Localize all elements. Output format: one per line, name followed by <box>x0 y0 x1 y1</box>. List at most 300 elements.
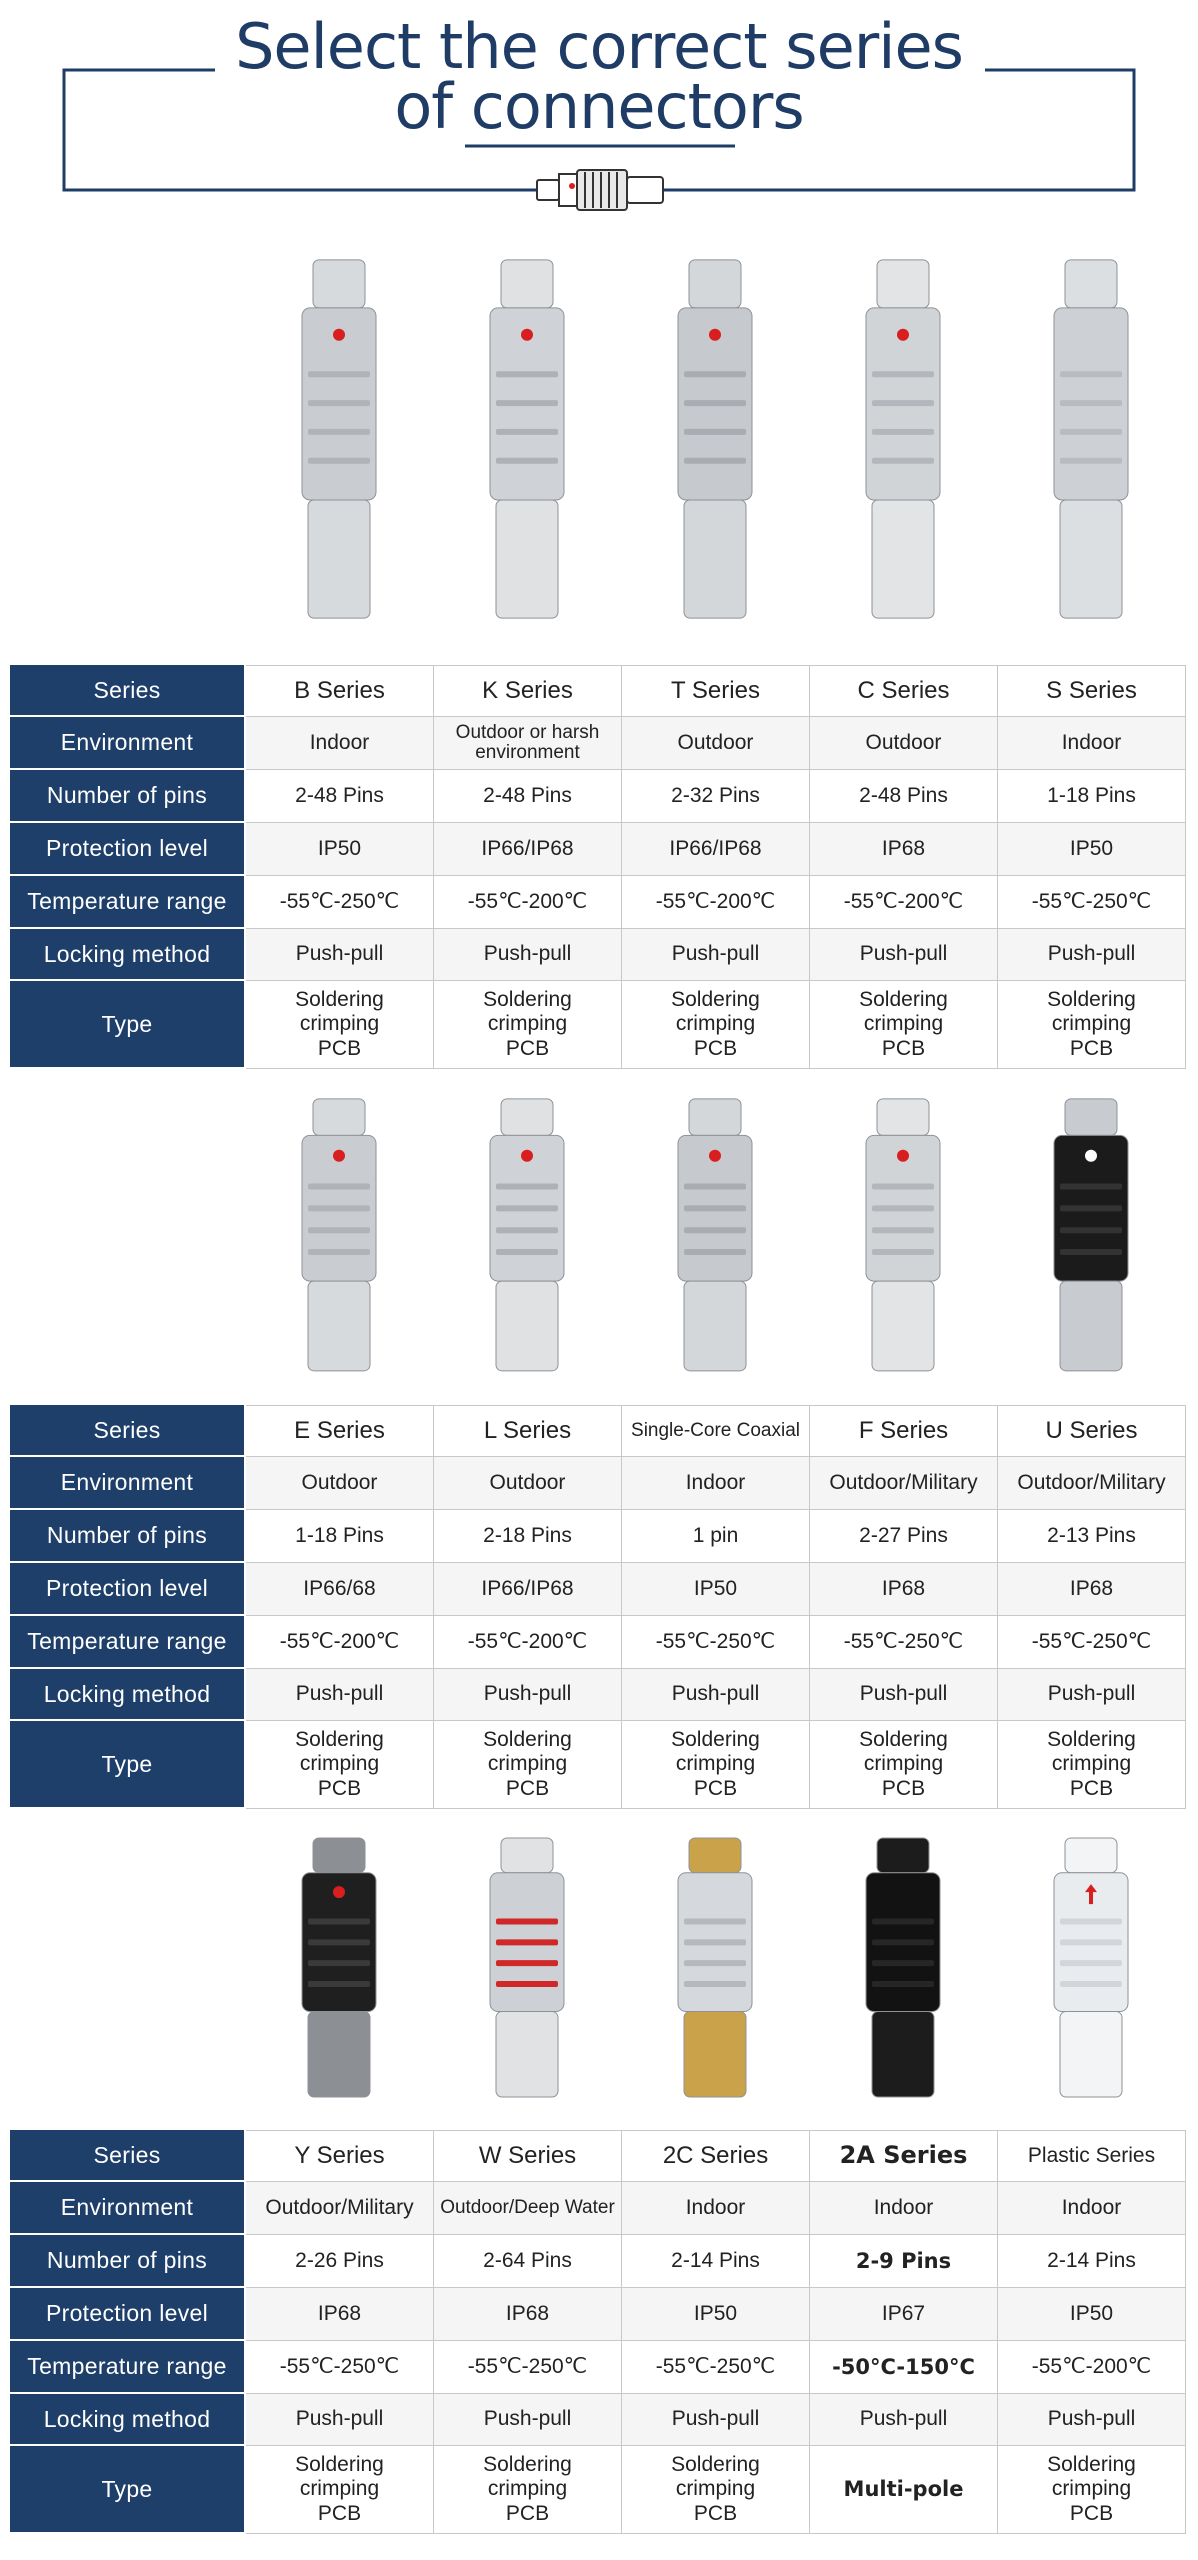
cell-series: U Series <box>998 1405 1186 1457</box>
alignment-dot <box>333 1150 345 1162</box>
grip-band <box>308 1227 370 1233</box>
type-line: PCB <box>881 1776 926 1800</box>
cell-type <box>434 2446 622 2534</box>
grip-band <box>684 1919 746 1925</box>
grip-band <box>872 458 934 464</box>
type-line: crimping <box>487 2477 568 2501</box>
cell-type <box>810 981 998 1069</box>
cell-environment: Outdoor <box>246 1457 434 1510</box>
grip-band <box>1060 1227 1122 1233</box>
grip-band <box>308 458 370 464</box>
cell-type <box>246 2446 434 2534</box>
cell-locking: Push-pull <box>998 2394 1186 2446</box>
connector-head <box>313 260 365 308</box>
2a-series-connector-image <box>809 1820 997 2130</box>
f-series-connector-image <box>809 1080 997 1405</box>
grip-band <box>496 1227 558 1233</box>
type-line: crimping <box>299 1752 380 1776</box>
cell-pins: 2-48 Pins <box>810 770 998 823</box>
grip-band <box>308 371 370 377</box>
grip-band <box>872 1919 934 1925</box>
type-line: crimping <box>487 1752 568 1776</box>
cell-type <box>998 981 1186 1069</box>
connector-tail <box>308 1281 370 1371</box>
grip-band <box>684 1227 746 1233</box>
alignment-dot <box>1085 1150 1097 1162</box>
connector-head <box>1065 260 1117 308</box>
row-label-environment: Environment <box>10 1457 246 1510</box>
cell-protection: IP67 <box>810 2288 998 2341</box>
cell-environment: Indoor <box>246 717 434 770</box>
connector-head <box>689 260 741 308</box>
grip-band <box>684 1249 746 1255</box>
cell-pins: 2-18 Pins <box>434 1510 622 1563</box>
cell-environment: Indoor <box>998 717 1186 770</box>
type-line: Soldering <box>671 1728 760 1752</box>
cell-locking: Push-pull <box>434 1669 622 1721</box>
cell-locking: Push-pull <box>434 2394 622 2446</box>
connector-head <box>501 1838 553 1873</box>
cell-temperature: -55℃-200℃ <box>810 876 998 929</box>
cell-locking: Push-pull <box>998 929 1186 981</box>
2c-series-connector-image <box>621 1820 809 2130</box>
t-series-connector-image <box>621 235 809 660</box>
row-label-series: Series <box>10 1405 246 1457</box>
grip-band <box>308 429 370 435</box>
grip-band <box>684 1183 746 1189</box>
row-label-series: Series <box>10 665 246 717</box>
grip-band <box>308 400 370 406</box>
cell-protection: IP68 <box>434 2288 622 2341</box>
cell-temperature: -55℃-200℃ <box>998 2341 1186 2394</box>
alignment-dot <box>333 1886 345 1898</box>
cell-series: Y Series <box>246 2130 434 2182</box>
cell-temperature: -55℃-250℃ <box>434 2341 622 2394</box>
type-line: PCB <box>317 1776 362 1800</box>
type-line: Soldering <box>859 1728 948 1752</box>
cell-series: S Series <box>998 665 1186 717</box>
e-series-connector-icon <box>279 1080 399 1395</box>
cell-environment: Outdoor <box>434 1457 622 1510</box>
connector-head <box>501 260 553 308</box>
cell-temperature: -55℃-250℃ <box>246 2341 434 2394</box>
grip-band <box>1060 400 1122 406</box>
connector-head <box>877 1838 929 1873</box>
grip-band <box>308 1919 370 1925</box>
grip-band <box>308 1183 370 1189</box>
cell-locking: Push-pull <box>622 1669 810 1721</box>
connector-tail <box>684 500 746 618</box>
cell-series: Plastic Series <box>998 2130 1186 2182</box>
type-line: crimping <box>487 1012 568 1036</box>
connector-tail <box>1060 1281 1122 1371</box>
title-banner <box>0 0 1198 230</box>
cell-temperature: -55℃-200℃ <box>246 1616 434 1669</box>
cell-environment: Outdoor <box>810 717 998 770</box>
grip-band <box>308 1249 370 1255</box>
cell-type <box>622 1721 810 1809</box>
cell-locking: Push-pull <box>434 929 622 981</box>
connector-photo-row <box>245 235 1185 660</box>
type-line: Soldering <box>1047 1728 1136 1752</box>
cell-locking: Push-pull <box>810 2394 998 2446</box>
type-line: PCB <box>1069 1036 1114 1060</box>
cell-temperature: -55℃-200℃ <box>622 876 810 929</box>
type-line: Soldering <box>483 2453 572 2477</box>
k-series-connector-image <box>433 235 621 660</box>
cell-locking: Push-pull <box>246 2394 434 2446</box>
connector-head <box>1065 1838 1117 1873</box>
grip-band <box>1060 1183 1122 1189</box>
s-series-connector-icon <box>1031 235 1151 650</box>
alignment-dot <box>709 329 721 341</box>
alignment-dot <box>333 329 345 341</box>
single-core-coaxial-connector-image <box>621 1080 809 1405</box>
connector-head <box>877 260 929 308</box>
connector-tail <box>308 2012 370 2097</box>
grip-band <box>496 1960 558 1966</box>
grip-band <box>684 400 746 406</box>
type-line: Soldering <box>1047 2453 1136 2477</box>
cell-series: L Series <box>434 1405 622 1457</box>
cell-type <box>622 2446 810 2534</box>
plastic-series-connector-image <box>997 1820 1185 2130</box>
grip-band <box>872 1183 934 1189</box>
c-series-connector-icon <box>843 235 963 650</box>
cell-series: 2C Series <box>622 2130 810 2182</box>
type-line: crimping <box>299 1012 380 1036</box>
cell-protection: IP68 <box>810 1563 998 1616</box>
2a-series-connector-icon <box>843 1820 963 2120</box>
type-line: PCB <box>317 1036 362 1060</box>
cell-environment: Outdoor/Deep Water <box>434 2182 622 2235</box>
row-label-locking: Locking method <box>10 1669 246 1721</box>
cell-series: E Series <box>246 1405 434 1457</box>
cell-pins: 1-18 Pins <box>246 1510 434 1563</box>
type-line: PCB <box>1069 1776 1114 1800</box>
grip-band <box>496 400 558 406</box>
grip-band <box>1060 1939 1122 1945</box>
cell-temperature: -55℃-250℃ <box>998 876 1186 929</box>
cell-protection: IP50 <box>622 1563 810 1616</box>
cell-locking: Push-pull <box>810 929 998 981</box>
type-line: Soldering <box>671 988 760 1012</box>
cell-protection: IP66/IP68 <box>622 823 810 876</box>
cell-environment: Indoor <box>998 2182 1186 2235</box>
cell-locking: Push-pull <box>622 929 810 981</box>
type-line: Soldering <box>483 988 572 1012</box>
type-line: crimping <box>1051 1012 1132 1036</box>
grip-band <box>1060 371 1122 377</box>
cell-environment: Outdoor <box>622 717 810 770</box>
type-line: crimping <box>863 1752 944 1776</box>
type-line: crimping <box>1051 1752 1132 1776</box>
row-label-temperature: Temperature range <box>10 1616 246 1669</box>
connector-head <box>313 1099 365 1135</box>
cell-pins: 2-48 Pins <box>434 770 622 823</box>
cell-temperature: -55℃-200℃ <box>434 876 622 929</box>
cell-series: W Series <box>434 2130 622 2182</box>
grip-band <box>872 1981 934 1987</box>
connector-tail <box>1060 500 1122 618</box>
cell-locking: Push-pull <box>810 1669 998 1721</box>
type-line: PCB <box>1069 2501 1114 2525</box>
cell-pins: 2-14 Pins <box>998 2235 1186 2288</box>
cell-environment: Outdoor/Military <box>998 1457 1186 1510</box>
cell-series: F Series <box>810 1405 998 1457</box>
connector-tail <box>1060 2012 1122 2097</box>
row-label-type: Type <box>10 2446 246 2534</box>
cell-protection: IP66/68 <box>246 1563 434 1616</box>
alignment-dot <box>709 1150 721 1162</box>
type-line: crimping <box>299 2477 380 2501</box>
cell-series: C Series <box>810 665 998 717</box>
grip-band <box>496 429 558 435</box>
cell-protection: IP50 <box>246 823 434 876</box>
grip-band <box>1060 1205 1122 1211</box>
grip-band <box>1060 1960 1122 1966</box>
cell-temperature: -50°C-150°C <box>810 2341 998 2394</box>
grip-band <box>684 458 746 464</box>
grip-band <box>684 371 746 377</box>
connector-icon <box>537 170 663 210</box>
cell-pins: 2-14 Pins <box>622 2235 810 2288</box>
grip-band <box>1060 429 1122 435</box>
alignment-dot <box>521 329 533 341</box>
e-series-connector-image <box>245 1080 433 1405</box>
w-series-connector-icon <box>467 1820 587 2120</box>
cell-pins: 2-32 Pins <box>622 770 810 823</box>
grip-band <box>684 429 746 435</box>
type-line: PCB <box>505 1776 550 1800</box>
type-line: PCB <box>693 1036 738 1060</box>
alignment-dot <box>897 1150 909 1162</box>
cell-locking: Push-pull <box>246 1669 434 1721</box>
page-title-line-2: of connectors <box>394 70 804 143</box>
row-label-environment: Environment <box>10 2182 246 2235</box>
grip-band <box>1060 458 1122 464</box>
type-line: crimping <box>675 1752 756 1776</box>
cell-pins: 2-64 Pins <box>434 2235 622 2288</box>
alignment-dot <box>521 1150 533 1162</box>
cell-temperature: -55℃-250℃ <box>622 2341 810 2394</box>
type-line: Soldering <box>671 2453 760 2477</box>
cell-pins: 1-18 Pins <box>998 770 1186 823</box>
cell-environment: Outdoor/Military <box>810 1457 998 1510</box>
row-label-protection: Protection level <box>10 1563 246 1616</box>
grip-band <box>872 1227 934 1233</box>
cell-type <box>998 2446 1186 2534</box>
type-line: crimping <box>863 1012 944 1036</box>
cell-type <box>998 1721 1186 1809</box>
grip-band <box>872 429 934 435</box>
type-line: Soldering <box>295 2453 384 2477</box>
connector-tail <box>872 500 934 618</box>
grip-band <box>872 1249 934 1255</box>
connector-tail <box>684 2012 746 2097</box>
row-label-pins: Number of pins <box>10 2235 246 2288</box>
cell-protection: IP50 <box>998 823 1186 876</box>
connector-head <box>877 1099 929 1135</box>
cell-series: T Series <box>622 665 810 717</box>
y-series-connector-icon <box>279 1820 399 2120</box>
type-line: PCB <box>505 2501 550 2525</box>
l-series-connector-icon <box>467 1080 587 1395</box>
cell-pins: 2-27 Pins <box>810 1510 998 1563</box>
cell-type <box>810 2446 998 2534</box>
row-label-locking: Locking method <box>10 929 246 981</box>
cell-pins: 2-13 Pins <box>998 1510 1186 1563</box>
type-line: Multi-pole <box>843 2477 964 2502</box>
row-label-temperature: Temperature range <box>10 2341 246 2394</box>
connector-tail <box>684 1281 746 1371</box>
row-label-pins: Number of pins <box>10 770 246 823</box>
cell-temperature: -55℃-250℃ <box>998 1616 1186 1669</box>
grip-band <box>496 1939 558 1945</box>
cell-environment: Indoor <box>810 2182 998 2235</box>
f-series-connector-icon <box>843 1080 963 1395</box>
t-series-connector-icon <box>655 235 775 650</box>
connector-head <box>313 1838 365 1873</box>
cell-locking: Push-pull <box>622 2394 810 2446</box>
grip-band <box>308 1939 370 1945</box>
cell-protection: IP68 <box>246 2288 434 2341</box>
cell-temperature: -55℃-250℃ <box>246 876 434 929</box>
grip-band <box>496 1205 558 1211</box>
cell-temperature: -55℃-200℃ <box>434 1616 622 1669</box>
cell-locking: Push-pull <box>246 929 434 981</box>
grip-band <box>1060 1249 1122 1255</box>
alignment-dot <box>897 329 909 341</box>
single-core-coaxial-connector-icon <box>655 1080 775 1395</box>
row-label-series: Series <box>10 2130 246 2182</box>
type-line: Soldering <box>859 988 948 1012</box>
grip-band <box>496 1919 558 1925</box>
l-series-connector-image <box>433 1080 621 1405</box>
y-series-connector-image <box>245 1820 433 2130</box>
connector-tail <box>872 2012 934 2097</box>
b-series-connector-image <box>245 235 433 660</box>
cell-type <box>434 1721 622 1809</box>
2c-series-connector-icon <box>655 1820 775 2120</box>
row-label-protection: Protection level <box>10 2288 246 2341</box>
cell-pins: 2-48 Pins <box>246 770 434 823</box>
cell-series: B Series <box>246 665 434 717</box>
grip-band <box>308 1205 370 1211</box>
grip-band <box>496 1981 558 1987</box>
type-line: crimping <box>1051 2477 1132 2501</box>
cell-protection: IP66/IP68 <box>434 1563 622 1616</box>
cell-environment: Indoor <box>622 2182 810 2235</box>
cell-type <box>622 981 810 1069</box>
cell-environment: Indoor <box>622 1457 810 1510</box>
row-label-locking: Locking method <box>10 2394 246 2446</box>
row-label-type: Type <box>10 981 246 1069</box>
w-series-connector-image <box>433 1820 621 2130</box>
b-series-connector-icon <box>279 235 399 650</box>
cell-protection: IP68 <box>810 823 998 876</box>
type-line: Soldering <box>295 988 384 1012</box>
cell-pins: 2-26 Pins <box>246 2235 434 2288</box>
cell-type <box>246 1721 434 1809</box>
connector-tail <box>308 500 370 618</box>
type-line: crimping <box>675 1012 756 1036</box>
row-label-temperature: Temperature range <box>10 876 246 929</box>
grip-band <box>872 400 934 406</box>
cell-pins: 2-9 Pins <box>810 2235 998 2288</box>
grip-band <box>684 1205 746 1211</box>
grip-band <box>496 1183 558 1189</box>
grip-band <box>496 371 558 377</box>
cell-protection: IP66/IP68 <box>434 823 622 876</box>
grip-band <box>496 1249 558 1255</box>
type-line: PCB <box>505 1036 550 1060</box>
type-line: Soldering <box>295 1728 384 1752</box>
type-line: Soldering <box>1047 988 1136 1012</box>
cell-environment: Outdoor or harsh environment <box>434 717 622 770</box>
cell-type <box>246 981 434 1069</box>
grip-band <box>308 1960 370 1966</box>
type-line: PCB <box>693 1776 738 1800</box>
cell-environment: Outdoor/Military <box>246 2182 434 2235</box>
cell-locking: Push-pull <box>998 1669 1186 1721</box>
grip-band <box>496 458 558 464</box>
connector-photo-row <box>245 1820 1185 2130</box>
grip-band <box>1060 1919 1122 1925</box>
k-series-connector-icon <box>467 235 587 650</box>
grip-band <box>872 371 934 377</box>
row-label-protection: Protection level <box>10 823 246 876</box>
u-series-connector-icon <box>1031 1080 1151 1395</box>
type-line: PCB <box>881 1036 926 1060</box>
grip-band <box>872 1939 934 1945</box>
cell-series: 2A Series <box>810 2130 998 2182</box>
page-title-line-1: Select the correct series <box>235 10 963 83</box>
cell-protection: IP68 <box>998 1563 1186 1616</box>
connector-tail <box>496 1281 558 1371</box>
connector-head <box>1065 1099 1117 1135</box>
grip-band <box>684 1939 746 1945</box>
type-line: Soldering <box>483 1728 572 1752</box>
grip-band <box>684 1960 746 1966</box>
connector-tail <box>496 2012 558 2097</box>
grip-band <box>1060 1981 1122 1987</box>
grip-band <box>308 1981 370 1987</box>
grip-band <box>872 1205 934 1211</box>
cell-temperature: -55℃-250℃ <box>622 1616 810 1669</box>
grip-band <box>684 1981 746 1987</box>
cell-series: Single-Core Coaxial <box>622 1405 810 1457</box>
cell-type <box>810 1721 998 1809</box>
u-series-connector-image <box>997 1080 1185 1405</box>
connector-photo-row <box>245 1080 1185 1405</box>
cell-temperature: -55℃-250℃ <box>810 1616 998 1669</box>
row-label-environment: Environment <box>10 717 246 770</box>
c-series-connector-image <box>809 235 997 660</box>
connector-head <box>689 1099 741 1135</box>
connector-tail <box>496 500 558 618</box>
connector-head <box>501 1099 553 1135</box>
type-line: PCB <box>693 2501 738 2525</box>
cell-protection: IP50 <box>998 2288 1186 2341</box>
cell-protection: IP50 <box>622 2288 810 2341</box>
connector-tail <box>872 1281 934 1371</box>
row-label-pins: Number of pins <box>10 1510 246 1563</box>
type-line: crimping <box>675 2477 756 2501</box>
type-line: PCB <box>317 2501 362 2525</box>
cell-pins: 1 pin <box>622 1510 810 1563</box>
cell-series: K Series <box>434 665 622 717</box>
